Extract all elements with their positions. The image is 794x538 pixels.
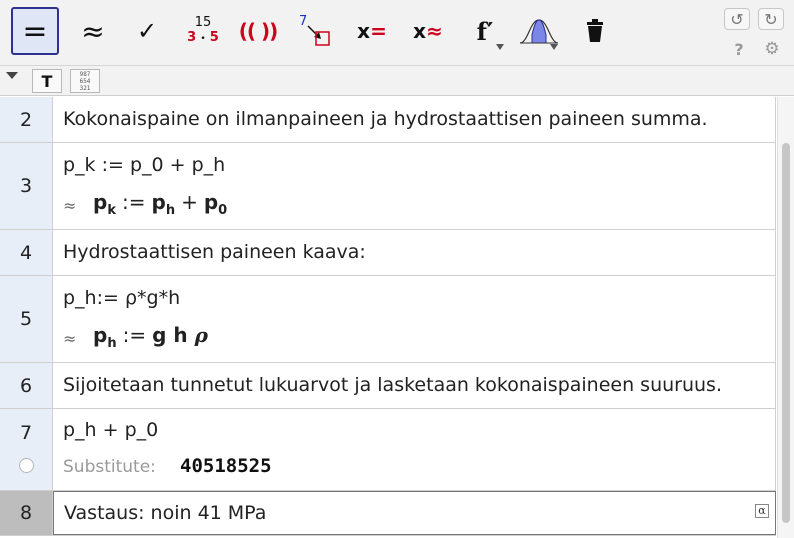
output-plus: + xyxy=(181,190,198,214)
factor-icon-bottom xyxy=(187,30,219,47)
submenu-arrow-icon xyxy=(550,44,558,50)
cas-row-3[interactable] xyxy=(0,143,776,230)
output-term-b: p xyxy=(203,190,219,214)
cas-row-5[interactable] xyxy=(0,276,776,363)
cas-row-7[interactable] xyxy=(0,409,776,491)
approx-icon: ≈ xyxy=(81,14,105,48)
cas-cell[interactable] xyxy=(53,230,776,275)
cas-cell[interactable] xyxy=(53,363,776,408)
cas-input[interactable]: p_h:= ρ*g*h xyxy=(63,287,181,309)
probability-calculator-tool-button[interactable] xyxy=(518,10,560,52)
output-lhs: p xyxy=(93,323,108,347)
cas-view xyxy=(0,97,794,538)
substitute-label: Substitute: xyxy=(63,457,156,477)
output-lhs: p xyxy=(93,190,108,214)
svg-text:7: 7 xyxy=(299,14,308,29)
cas-cell[interactable] xyxy=(53,276,776,362)
undo-icon: ↺ xyxy=(730,9,744,29)
derivative-icon: f′ xyxy=(476,16,494,46)
factor-icon-top: 15 xyxy=(194,14,212,30)
factor-tool-button[interactable] xyxy=(182,10,224,52)
delete-tool-button[interactable] xyxy=(574,10,616,52)
text-t-icon: T xyxy=(41,71,53,91)
help-icon: ? xyxy=(734,39,744,59)
row-number[interactable]: 8 xyxy=(0,491,53,535)
table-format-button[interactable] xyxy=(70,69,100,93)
row-number[interactable]: 2 xyxy=(0,97,53,142)
cas-row-4[interactable] xyxy=(0,230,776,276)
substitute-result: 40518525 xyxy=(180,455,272,477)
checkmark-icon: ✓ xyxy=(136,17,158,45)
output-term-b-sub: 0 xyxy=(218,203,228,218)
scrollbar-thumb[interactable] xyxy=(782,143,790,523)
cas-cell-editing[interactable] xyxy=(53,491,776,535)
row-number[interactable]: 3 xyxy=(0,143,53,229)
factor-digit-a: 3 xyxy=(187,29,197,45)
equals-icon: = xyxy=(22,13,48,49)
row-number[interactable] xyxy=(0,409,53,490)
approx-marker: ≈ xyxy=(63,196,77,215)
redo-icon: ↻ xyxy=(764,9,778,29)
cas-row-6[interactable] xyxy=(0,363,776,409)
approx-marker: ≈ xyxy=(63,329,77,348)
output-lhs-sub: k xyxy=(107,203,116,218)
numeric-tool-button[interactable] xyxy=(72,10,114,52)
help-button[interactable] xyxy=(726,38,752,60)
text-cell-content: Hydrostaattisen paineen kaava: xyxy=(63,241,366,263)
submenu-arrow-icon xyxy=(496,44,504,50)
alpha-keyboard-icon[interactable]: α xyxy=(755,504,769,518)
solve-x: x xyxy=(357,19,371,43)
stylebar-toggle-icon[interactable] xyxy=(5,70,19,82)
cas-cell[interactable] xyxy=(53,97,776,142)
number-table-icon: 987 654 321 xyxy=(79,70,91,92)
derivative-tool-button[interactable] xyxy=(464,10,506,52)
substitute-icon xyxy=(294,10,336,52)
vertical-scrollbar[interactable] xyxy=(777,97,794,538)
cas-output xyxy=(93,190,227,218)
row-number[interactable]: 6 xyxy=(0,363,53,408)
keep-input-tool-button[interactable] xyxy=(126,10,168,52)
gear-icon: ⚙ xyxy=(764,39,780,59)
cas-output xyxy=(93,323,208,351)
cas-cell[interactable] xyxy=(53,409,776,490)
row-number[interactable]: 5 xyxy=(0,276,53,362)
solve-numerically-tool-button[interactable] xyxy=(407,10,449,52)
output-assign: := xyxy=(122,323,147,347)
nsolve-approx: ≈ xyxy=(426,19,443,43)
text-cell-content: Kokonaispaine on ilmanpaineen ja hydrostaattisen paineen summa. xyxy=(63,108,708,130)
factor-digit-b: 5 xyxy=(209,29,219,45)
output-lhs-sub: h xyxy=(107,336,117,351)
text-cell-content[interactable]: Vastaus: noin 41 MPa xyxy=(64,502,267,524)
output-term-a-sub: h xyxy=(165,203,176,218)
solve-tool-button[interactable] xyxy=(351,10,393,52)
trash-icon xyxy=(584,19,606,43)
row-number-label: 7 xyxy=(19,422,33,444)
cas-cell[interactable] xyxy=(53,143,776,229)
solve-icon xyxy=(357,19,387,43)
cas-input[interactable]: p_h + p_0 xyxy=(63,419,159,441)
substitute-tool-button[interactable] xyxy=(294,10,336,52)
output-assign: := xyxy=(121,190,146,214)
output-term-a: p xyxy=(151,190,166,214)
cas-row-8[interactable] xyxy=(0,491,776,536)
text-cell-content: Sijoitetaan tunnetut lukuarvot ja lasketaan kokonaispaineen suuruus. xyxy=(63,374,722,396)
redo-button[interactable] xyxy=(758,8,784,30)
cas-input[interactable]: p_k := p_0 + p_h xyxy=(63,154,226,176)
row-number[interactable]: 4 xyxy=(0,230,53,275)
settings-button[interactable] xyxy=(759,38,785,60)
factor-dot: • xyxy=(200,33,206,44)
undo-button[interactable] xyxy=(724,8,750,30)
solve-numerically-icon xyxy=(413,19,443,43)
expand-icon: (( )) xyxy=(238,19,278,43)
expand-tool-button[interactable] xyxy=(237,10,279,52)
cas-toolbar xyxy=(0,0,794,66)
style-bar xyxy=(0,66,794,96)
evaluate-tool-button[interactable] xyxy=(11,7,59,55)
output-rhs: g h xyxy=(152,323,188,347)
nsolve-x: x xyxy=(413,19,427,43)
solve-equals: = xyxy=(370,19,387,43)
output-rho: ρ xyxy=(194,323,208,347)
text-style-button[interactable] xyxy=(32,69,62,93)
cas-row-2[interactable] xyxy=(0,97,776,143)
visibility-radio[interactable] xyxy=(19,458,34,473)
